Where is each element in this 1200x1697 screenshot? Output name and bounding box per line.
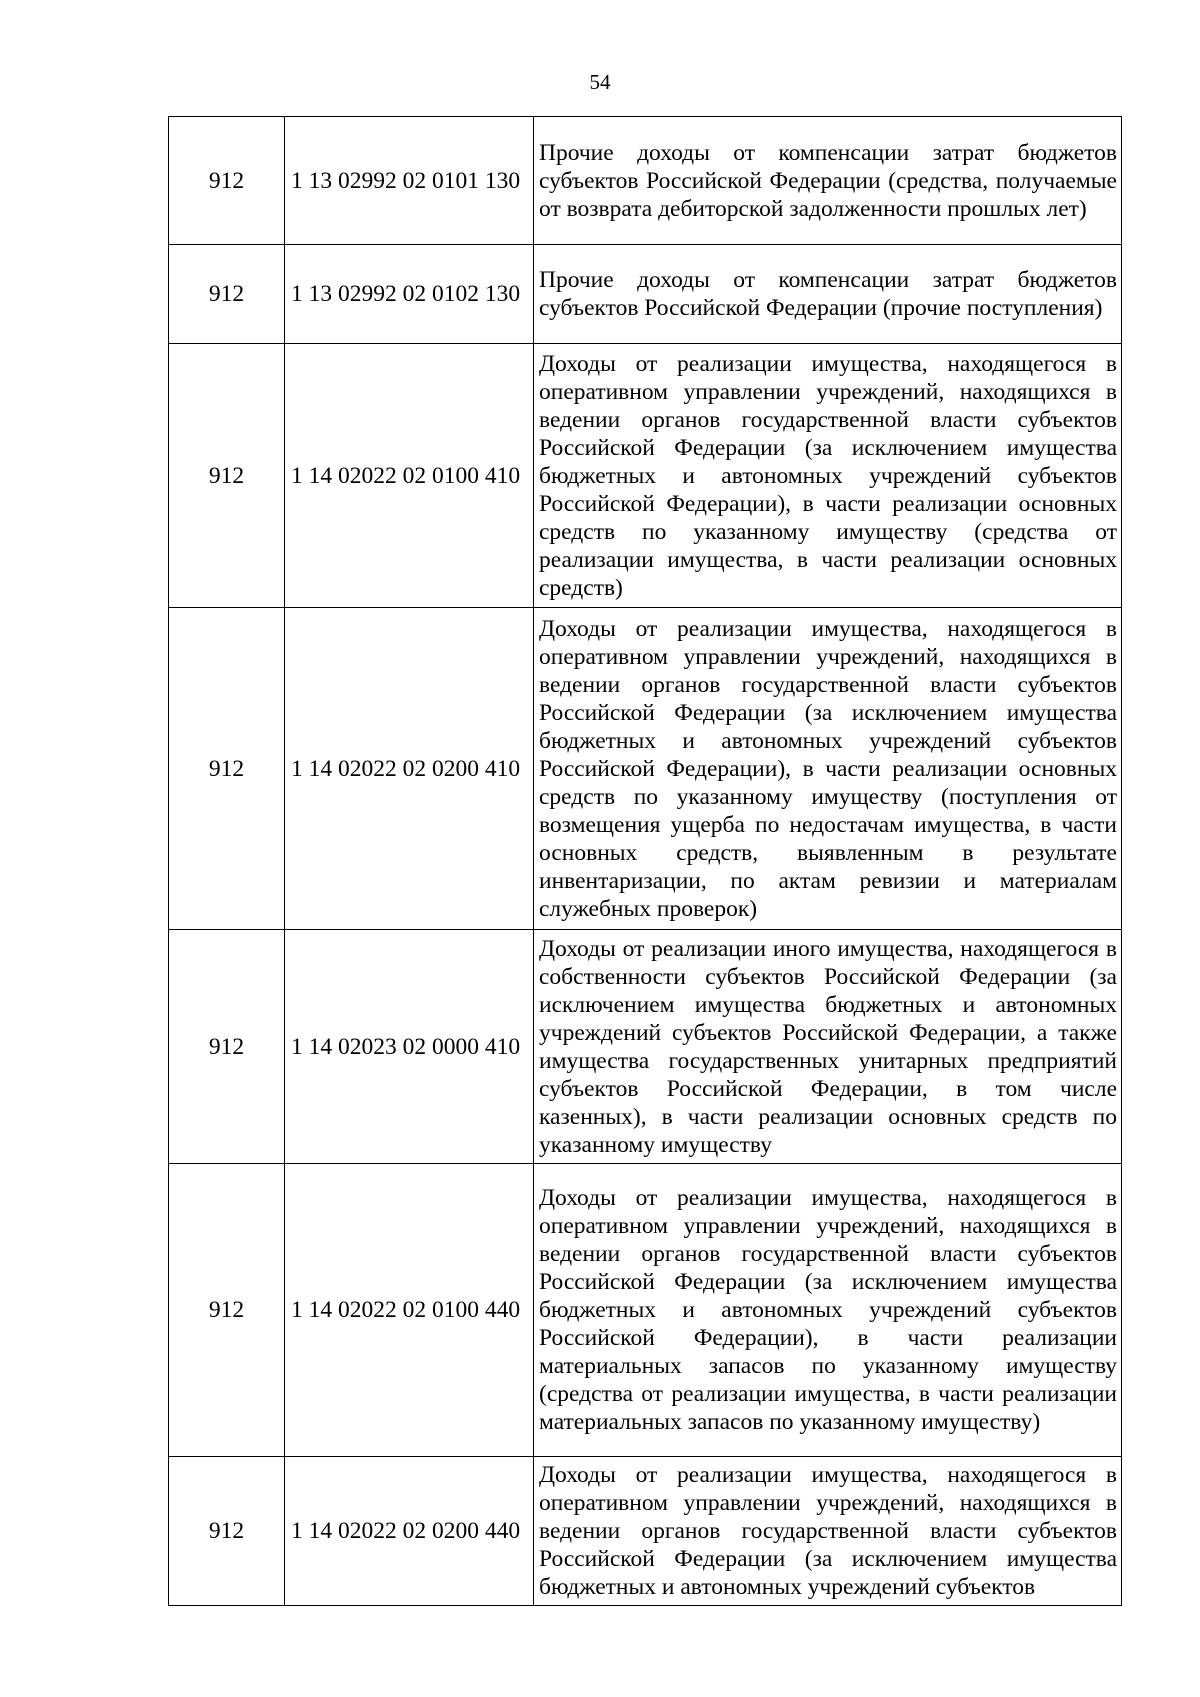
admin-code-cell: 912 [169,117,285,245]
budget-classification-code-cell: 1 14 02022 02 0200 440 [285,1457,534,1606]
revenue-description-cell: Прочие доходы от компенсации затрат бюджетов субъектов Российской Федерации (прочие поступления) [534,245,1122,344]
page-number: 54 [589,70,611,94]
admin-code-cell: 912 [169,1164,285,1457]
table-row [169,1164,1122,1457]
budget-classification-code-cell: 1 14 02022 02 0100 440 [285,1164,534,1457]
revenue-description-cell: Доходы от реализации имущества, находящегося в оперативном управлении учреждений, находящихся в ведении органов государственной власти субъектов Российской Федерации (за исключением имущества бюджетных и автономных учреждений субъектов Российской Федерации), в части реализации основных средств по указанному имуществу (средства от реализации имущества, в части реализации основных средств) [534,344,1122,608]
revenue-description-cell: Доходы от реализации имущества, находящегося в оперативном управлении учреждений, находящихся в ведении органов государственной власти субъектов Российской Федерации (за исключением имущества бюджетных и автономных учреждений субъектов Российской Федерации), в части реализации основных средств по указанному имуществу (поступления от возмещения ущерба по недостачам имущества, в части основных средств, выявленным в результате инвентаризации, по актам ревизии и материалам служебных проверок) [534,608,1122,930]
table-row [169,117,1122,245]
budget-classification-code-cell: 1 14 02022 02 0200 410 [285,608,534,930]
budget-classification-code-cell: 1 14 02023 02 0000 410 [285,930,534,1164]
budget-classification-code-cell: 1 13 02992 02 0101 130 [285,117,534,245]
budget-classification-code-cell: 1 14 02022 02 0100 410 [285,344,534,608]
revenue-codes-table [168,116,1122,1606]
revenue-description-cell: Доходы от реализации имущества, находящегося в оперативном управлении учреждений, находящихся в ведении органов государственной власти субъектов Российской Федерации (за исключением имущества бюджетных и автономных учреждений субъектов [534,1457,1122,1606]
table-row [169,245,1122,344]
admin-code-cell: 912 [169,930,285,1164]
admin-code-cell: 912 [169,1457,285,1606]
admin-code-cell: 912 [169,245,285,344]
table-row [169,1457,1122,1606]
table-row [169,344,1122,608]
table-row [169,608,1122,930]
admin-code-cell: 912 [169,608,285,930]
revenue-description-cell: Прочие доходы от компенсации затрат бюджетов субъектов Российской Федерации (средства, получаемые от возврата дебиторской задолженности прошлых лет) [534,117,1122,245]
admin-code-cell: 912 [169,344,285,608]
revenue-description-cell: Доходы от реализации имущества, находящегося в оперативном управлении учреждений, находящихся в ведении органов государственной власти субъектов Российской Федерации (за исключением имущества бюджетных и автономных учреждений субъектов Российской Федерации), в части реализации материальных запасов по указанному имуществу (средства от реализации имущества, в части реализации материальных запасов по указанному имуществу) [534,1164,1122,1457]
revenue-description-cell: Доходы от реализации иного имущества, находящегося в собственности субъектов Российской Федерации (за исключением имущества бюджетных и автономных учреждений субъектов Российской Федерации, а также имущества государственных унитарных предприятий субъектов Российской Федерации, в том числе казенных), в части реализации основных средств по указанному имуществу [534,930,1122,1164]
table-row [169,930,1122,1164]
budget-classification-code-cell: 1 13 02992 02 0102 130 [285,245,534,344]
